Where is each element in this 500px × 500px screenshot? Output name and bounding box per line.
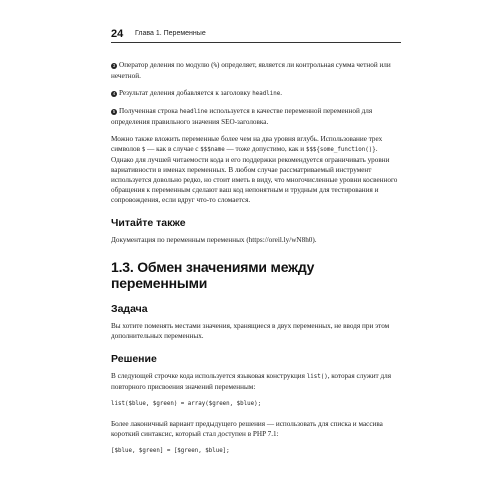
inline-code: headline	[252, 91, 281, 97]
list-item	[111, 60, 401, 81]
inline-code: $$${some_function()}	[305, 147, 376, 153]
inline-code: headline	[179, 109, 208, 115]
text-span: Результат деления добавляется к заголовку	[119, 89, 253, 97]
main-paragraph	[111, 134, 401, 205]
text-span: Полученная строка	[119, 107, 180, 115]
list-item	[111, 88, 401, 99]
callout-marker: 5	[112, 109, 116, 114]
text-span: В следующей строчке кода используется языковая конструкция	[111, 372, 307, 380]
header-rule	[111, 42, 401, 43]
running-header	[111, 27, 401, 43]
solution-heading: Решение	[111, 353, 157, 365]
text-span: используется в качестве переменной переменной для определения правильного значения SEO-заголовка.	[111, 107, 373, 126]
task-heading: Задача	[111, 303, 148, 315]
solution-text-2: Более лаконичный вариант предыдущего решения — использовать для списка и массива короткий синтаксис, который стал доступен в PHP 7.1:	[111, 420, 383, 438]
text-span: . Однако для лучшей читаемости кода и его поддержки рекомендуется ограничивать уровни вариативности в именах переменных. В любом случае рассматриваемый инструмент используется довольно редко, но стоит иметь в виду, что многочисленные уровни косвенного обращения к переменным сделают ваш код непонятным и трудным для тестирования и сопровождения, если вдруг что-то сломается.	[111, 145, 398, 204]
inline-code: list()	[306, 374, 328, 380]
text-span: , которая служит для повторного присвоения значений переменным:	[111, 372, 392, 391]
text-span: Можно также вложить переменные более чем на два уровня вглубь. Использование трех символов	[111, 135, 383, 153]
callout-marker: 3	[112, 63, 116, 68]
text-span: — тоже допустимо, как и	[224, 145, 306, 153]
text-span: — как в случае с	[145, 145, 201, 153]
inline-code: %	[213, 63, 218, 69]
see-also-heading: Читайте также	[111, 217, 186, 229]
text-span: .	[280, 89, 282, 97]
chapter-title: Глава 1. Переменные	[135, 30, 206, 37]
text-span: Оператор деления по модулю (	[119, 61, 214, 69]
text-span: ) определяет, является ли контрольная сумма четной или нечетной.	[111, 61, 391, 80]
code-block: [$blue, $green] = [$green, $blue];	[111, 448, 230, 454]
inline-code: $	[141, 147, 146, 153]
code-block: list($blue, $green) = array($green, $blue);	[111, 401, 262, 407]
page-number: 24	[111, 28, 124, 40]
page-body	[111, 60, 401, 466]
task-text: Вы хотите поменять местами значения, хранящиеся в двух переменных, не вводя при этом дополнительных переменных.	[111, 322, 390, 340]
inline-code: $$$name	[200, 147, 225, 153]
solution-text	[111, 371, 401, 392]
see-also-text: Документация по переменным переменных (https://oreil.ly/wN8h0).	[111, 236, 317, 244]
list-item	[111, 106, 401, 127]
callout-marker: 4	[112, 91, 116, 96]
section-heading: 1.3. Обмен значениями между переменными	[111, 259, 315, 291]
